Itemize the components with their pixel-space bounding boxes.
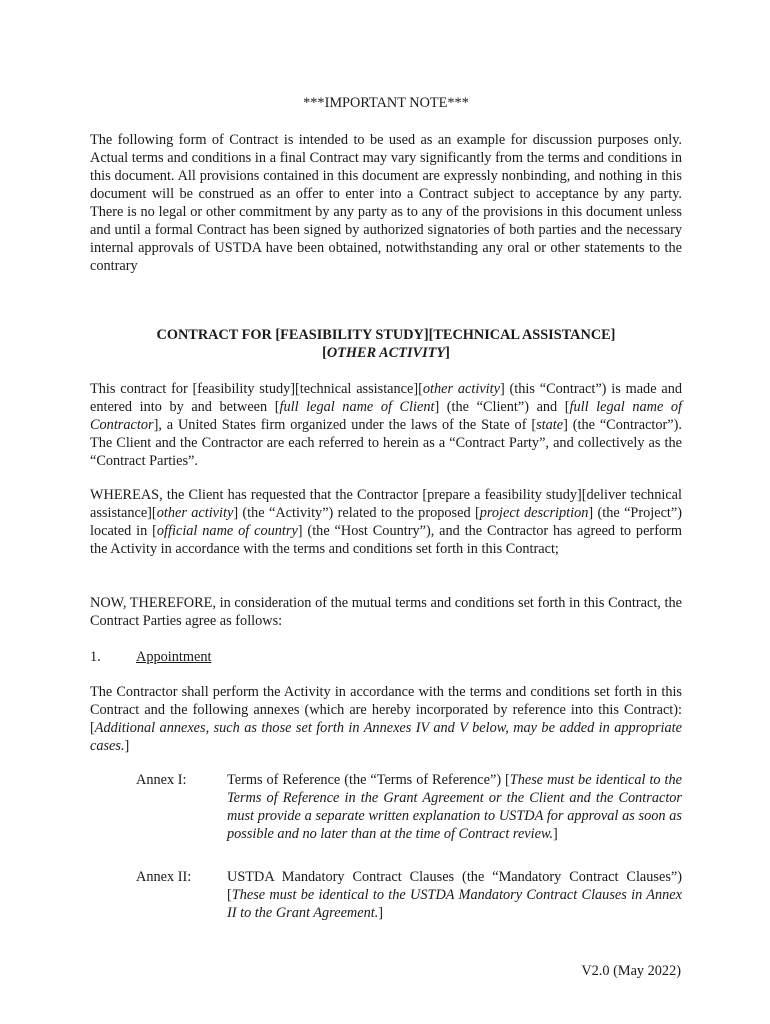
intro-text-3: ] (the “Client”) and [ (434, 399, 570, 415)
intro-paragraph (90, 380, 682, 470)
annex-1-text-2: ] (553, 826, 558, 842)
annex-1-italic: These must be identical to the Terms of Reference in the Grant Agreement or the Client and the Contractor must provide a separate written explanation to USTDA for approval as soon as possible and no later than at the time of Contract review. (227, 772, 682, 842)
appointment-paragraph (90, 683, 682, 755)
important-note-body: The following form of Contract is intended to be used as an example for discussion purposes only. Actual terms and conditions in a final Contract may vary significantly from the terms and conditions in this document. All provisions contained in this document are expressly nonbinding, and nothing in this document will be construed as an offer to enter into a Contract subject to acceptance by any party. There is no legal or other commitment by any party as to any of the provisions in this document unless and until a formal Contract has been signed by authorized signatories of both parties and the necessary internal approvals of USTDA have been obtained, notwithstanding any oral or other statements to the contrary (90, 132, 682, 274)
title-part3: ] (445, 345, 450, 361)
contract-title (90, 326, 682, 362)
whereas-italic-3: official name of country (156, 523, 298, 539)
whereas-text-3: ] (the “Project”) located in [ (90, 505, 683, 539)
annex-2-italic: These must be identical to the USTDA Mandatory Contract Clauses in Annex II to the Grant Agreement. (227, 887, 682, 921)
annex-1-description (227, 771, 682, 843)
appointment-text-1: The Contractor shall perform the Activity in accordance with the terms and conditions set forth in this Contract and the following annexes (which are hereby incorporated by reference into this Contract): [ (90, 684, 682, 736)
section-number: 1. (90, 649, 101, 665)
whereas-italic-1: other activity (156, 505, 234, 521)
whereas-text-1: WHEREAS, the Client has requested that the Contractor [prepare a feasibility study][deliver technical assistance][ (90, 487, 682, 521)
intro-italic-1: other activity (422, 381, 500, 397)
whereas-text-2: ] (the “Activity”) related to the proposed [ (233, 505, 480, 521)
intro-text-2: ] (this “Contract”) is made and entered into by and between [ (90, 381, 682, 415)
whereas-text-4: ] (the “Host Country”), and the Contractor has agreed to perform the Activity in accordance with the terms and conditions set forth in this Contract; (90, 523, 682, 557)
now-therefore-paragraph: NOW, THEREFORE, in consideration of the mutual terms and conditions set forth in this Contract, the Contract Parties agree as follows: (90, 595, 682, 629)
intro-italic-3: full legal name of Contractor (90, 399, 682, 433)
intro-italic-4: state (536, 417, 564, 433)
annex-2-text-2: ] (378, 905, 384, 921)
section-title-appointment: Appointment (136, 649, 212, 665)
annex-1-label: Annex I: (136, 772, 187, 788)
intro-text-5: ] (the “Contractor”). The Client and the Contractor are each referred to herein as a “Contract Party”, and collectively as the “Contract Parties”. (90, 417, 682, 469)
intro-text-1: This contract for [feasibility study][technical assistance][ (90, 381, 423, 397)
annex-2-description (227, 868, 682, 922)
version-footer: V2.0 (May 2022) (581, 963, 681, 979)
intro-text-4: ], a United States firm organized under the laws of the State of [ (153, 417, 537, 433)
appointment-italic: Additional annexes, such as those set forth in Annexes IV and V below, may be added in appropriate cases. (90, 720, 682, 754)
important-note-heading: ***IMPORTANT NOTE*** (303, 95, 469, 111)
appointment-text-2: ] (124, 738, 130, 754)
whereas-paragraph (90, 486, 682, 558)
annex-2-label: Annex II: (136, 869, 192, 885)
title-part2: OTHER ACTIVITY (326, 345, 446, 361)
intro-italic-2: full legal name of Client (279, 399, 435, 415)
whereas-italic-2: project description (479, 505, 589, 521)
title-part1: CONTRACT FOR [FEASIBILITY STUDY][TECHNICAL ASSISTANCE][ (156, 327, 616, 361)
annex-1-text-1: Terms of Reference (the “Terms of Reference”) [ (227, 772, 510, 788)
annex-2-text-1: USTDA Mandatory Contract Clauses (the “Mandatory Contract Clauses”) [ (227, 869, 682, 903)
